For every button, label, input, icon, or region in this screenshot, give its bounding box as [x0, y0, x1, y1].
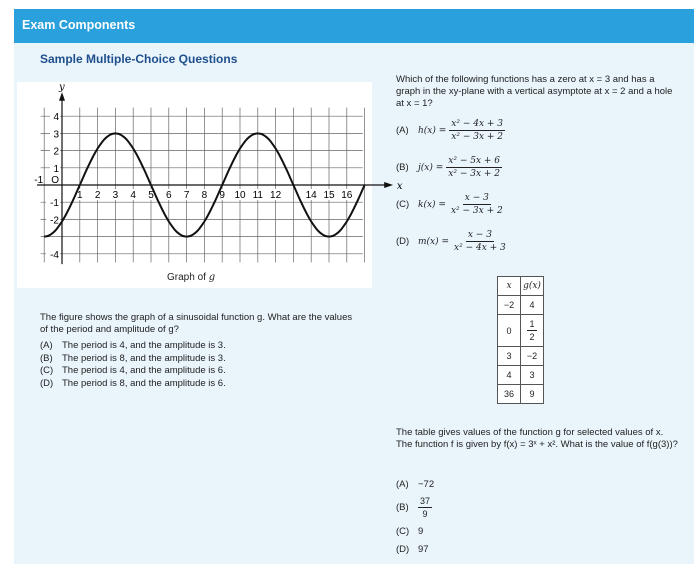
- table-row: [498, 296, 544, 315]
- function-name: h(x) =: [418, 125, 447, 136]
- x-tick-label: 16: [341, 190, 353, 201]
- q2-choice-a[interactable]: [396, 118, 505, 143]
- x-tick-label: 8: [201, 190, 208, 201]
- y-tick-label: -4: [50, 249, 59, 261]
- table-row: [498, 315, 544, 347]
- choice-label: (B): [40, 352, 53, 364]
- x-tick-label: 15: [323, 190, 335, 201]
- x-tick-label: 4: [130, 190, 136, 201]
- choice-text: The period is 4, and the amplitude is 6.: [62, 365, 226, 376]
- q1-choice-d[interactable]: [40, 378, 226, 391]
- choice-text: −72: [418, 478, 435, 490]
- g-values-table: [497, 276, 544, 404]
- fraction: [449, 118, 505, 143]
- choice-text: The period is 4, and the amplitude is 3.: [62, 340, 226, 351]
- table-header: x: [498, 277, 521, 296]
- choice-label: (A): [40, 340, 53, 351]
- q2-choice-d[interactable]: [396, 229, 508, 254]
- table-row: [498, 347, 544, 366]
- x-tick-label: 3: [112, 190, 119, 201]
- q3-choices: [396, 477, 434, 560]
- q3-choice-a[interactable]: [396, 477, 434, 491]
- y-tick-label: 4: [53, 112, 59, 124]
- q2-stem: Which of the following functions has a zero at x = 3 and has a graph in the xy-plane with a vertical asymptote at x = 2 and a hole at x = 1?: [396, 74, 673, 109]
- choice-label: (C): [396, 199, 410, 210]
- sinusoid-graph: [17, 82, 403, 288]
- choice-text: 9: [418, 525, 424, 537]
- graph-caption: [167, 272, 215, 283]
- choice-text: The period is 8, and the amplitude is 6.: [62, 377, 226, 389]
- fraction: [452, 229, 508, 254]
- x-tick-label: 12: [270, 190, 282, 201]
- table-cell: 4: [521, 296, 544, 315]
- table-cell: 3: [521, 366, 544, 385]
- choice-label: (C): [396, 525, 410, 537]
- table-row: [498, 366, 544, 385]
- numerator: x² − 5x + 6: [448, 156, 501, 166]
- q2-choice-c[interactable]: [396, 192, 505, 217]
- q3-choice-b[interactable]: [396, 495, 434, 520]
- q3-choice-d[interactable]: [396, 542, 434, 556]
- y-tick-label: 1: [53, 163, 59, 175]
- table-header-row: [498, 277, 544, 296]
- x-tick-label: 7: [183, 190, 190, 201]
- table-cell: −2: [521, 347, 544, 366]
- choice-label: (D): [396, 236, 410, 247]
- q1-choice-b[interactable]: [40, 353, 226, 366]
- table-header: g(x): [521, 277, 544, 296]
- numerator: x² − 4x + 3: [451, 119, 504, 129]
- y-tick-label: 2: [53, 146, 59, 158]
- denominator: x² − 3x + 2: [450, 206, 503, 216]
- x-axis-label: x: [396, 181, 403, 192]
- table-cell: 0: [498, 315, 521, 347]
- choice-label: (B): [396, 162, 409, 173]
- x-tick-label: 14: [305, 190, 317, 201]
- x-tick-label: 10: [234, 190, 246, 201]
- numerator: 37: [420, 496, 431, 506]
- q2-choice-b[interactable]: [396, 155, 502, 180]
- x-tick-label: -1: [34, 175, 44, 186]
- choice-label: (A): [396, 125, 409, 136]
- choice-label: (B): [396, 502, 409, 513]
- q1-stem: The figure shows the graph of a sinusoidal function g. What are the values of the period and amplitude of g?: [40, 312, 353, 335]
- function-name: m(x) =: [418, 236, 450, 247]
- denominator: 2: [529, 332, 535, 342]
- x-tick-label: 2: [94, 190, 101, 201]
- x-tick-label: 6: [166, 190, 172, 201]
- fraction: [449, 192, 505, 217]
- table-cell: 36: [498, 385, 521, 404]
- table-cell: −2: [498, 296, 521, 315]
- x-tick-label: 9: [219, 190, 225, 201]
- denominator: x² − 3x + 2: [448, 169, 501, 179]
- graph-caption-prefix: Graph of: [167, 272, 206, 283]
- fraction: [418, 495, 432, 520]
- denominator: 9: [422, 509, 428, 519]
- denominator: x² − 3x + 2: [451, 132, 504, 142]
- origin-label: O: [51, 175, 59, 186]
- numerator: x − 3: [467, 230, 492, 240]
- choice-label: (A): [396, 478, 409, 490]
- header-bar: [14, 9, 694, 43]
- y-tick-label: -1: [50, 198, 59, 210]
- section-title: Sample Multiple-Choice Questions: [40, 52, 238, 66]
- table-cell: 3: [498, 347, 521, 366]
- table-cell: 9: [521, 385, 544, 404]
- y-tick-label: 3: [53, 129, 59, 141]
- x-tick-label: 11: [252, 190, 263, 201]
- graph-panel: [17, 82, 403, 288]
- y-tick-label: -2: [50, 215, 59, 227]
- table-cell: 4: [498, 366, 521, 385]
- choice-label: (D): [40, 377, 54, 389]
- choice-label: (C): [40, 365, 54, 376]
- q1-choice-a[interactable]: [40, 340, 226, 353]
- q1-choice-c[interactable]: [40, 365, 226, 378]
- function-name: k(x) =: [418, 199, 446, 210]
- numerator: x − 3: [464, 193, 489, 203]
- q3-stem: The table gives values of the function g for selected values of x. The function f is given by f(x) = 3ˣ + x². What is the value of f(g(3))?: [396, 427, 678, 450]
- table-cell: [521, 315, 544, 347]
- fraction: [446, 155, 502, 180]
- y-axis-label: y: [59, 82, 65, 94]
- function-name: j(x) =: [418, 162, 444, 173]
- y-axis-arrow: [59, 92, 65, 101]
- numerator: 1: [529, 319, 535, 329]
- q3-choice-c[interactable]: [396, 524, 434, 538]
- table-row: [498, 385, 544, 404]
- header-title: Exam Components: [22, 18, 136, 32]
- fraction: [527, 318, 536, 343]
- denominator: x² − 4x + 3: [454, 243, 506, 253]
- choice-text: The period is 8, and the amplitude is 3.: [62, 352, 226, 364]
- x-tick-label: 5: [148, 190, 154, 201]
- choice-text: 97: [418, 543, 429, 555]
- x-tick-label: 1: [77, 190, 83, 201]
- graph-caption-var: g: [208, 272, 216, 283]
- q1-choices: [40, 340, 226, 390]
- choice-label: (D): [396, 543, 410, 555]
